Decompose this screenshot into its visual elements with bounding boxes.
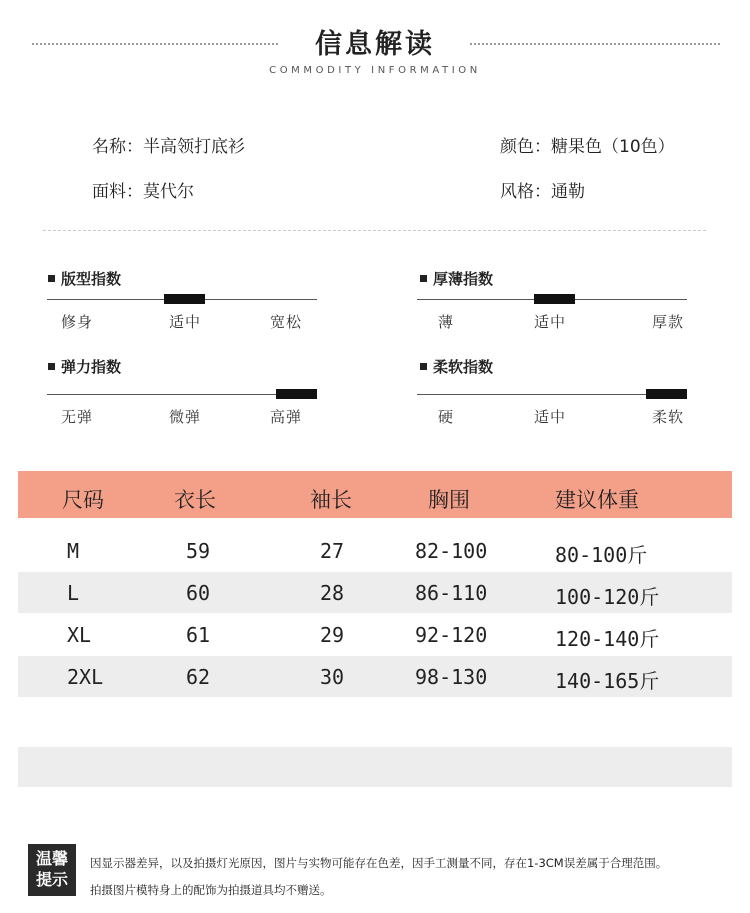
tip-text: 因显示器差异，以及拍摄灯光原因，图片与实物可能存在色差，因手工测量不同，存在1-3CM误差属于合理范围。 <box>90 856 668 870</box>
cell-chest: 92-120 <box>415 623 488 647</box>
index-fit-option: 适中 <box>169 313 202 331</box>
info-name <box>92 132 245 157</box>
col-header-size: 尺码 <box>62 488 104 512</box>
tip-text: 拍摄图片模特身上的配饰为拍摄道具均不赠送。 <box>90 883 332 897</box>
info-fabric-value: 莫代尔 <box>143 182 194 202</box>
cell-length: 60 <box>186 581 211 605</box>
index-thickness-option: 适中 <box>534 313 567 331</box>
cell-size: 2XL <box>67 665 104 689</box>
col-header-weight: 建议体重 <box>555 488 639 512</box>
cell-sleeve: 30 <box>320 665 345 689</box>
index-stretch-title: 弹力指数 <box>48 356 121 377</box>
col-header-chest: 胸围 <box>428 488 470 512</box>
index-thickness-marker <box>534 294 575 304</box>
cell-sleeve: 28 <box>320 581 345 605</box>
index-fit-option: 修身 <box>61 313 94 331</box>
index-stretch-option: 微弹 <box>169 408 202 426</box>
cell-size: L <box>67 581 80 605</box>
info-color-label: 颜色 ： <box>500 137 551 157</box>
info-style-value: 通勒 <box>551 182 585 202</box>
cell-sleeve: 29 <box>320 623 345 647</box>
info-name-label: 名称 ： <box>92 137 143 157</box>
bullet-square-icon <box>420 363 427 370</box>
info-color <box>500 132 675 157</box>
cell-weight: 80-100斤 <box>555 543 648 567</box>
bullet-square-icon <box>420 275 427 282</box>
index-thickness-title: 厚薄指数 <box>420 268 493 289</box>
tip-badge-line: 温馨 <box>35 849 68 868</box>
col-header-length: 衣长 <box>174 488 216 512</box>
tip-badge <box>28 844 76 896</box>
index-softness-marker <box>646 389 687 399</box>
info-style-label: 风格 ： <box>500 182 551 202</box>
info-name-value: 半高领打底衫 <box>143 137 245 157</box>
cell-length: 62 <box>186 665 211 689</box>
bullet-square-icon <box>48 275 55 282</box>
cell-sleeve: 27 <box>320 539 345 563</box>
cell-weight: 140-165斤 <box>555 669 660 693</box>
cell-size: XL <box>67 623 92 647</box>
index-fit-option: 宽松 <box>270 313 303 331</box>
col-header-sleeve: 袖长 <box>310 488 352 512</box>
section-title: 信息解读 <box>315 29 435 60</box>
index-thickness-option: 厚款 <box>652 313 685 331</box>
cell-chest: 98-130 <box>415 665 488 689</box>
index-stretch-option: 无弹 <box>61 408 94 426</box>
index-softness-option: 柔软 <box>652 408 685 426</box>
index-stretch-option: 高弹 <box>270 408 303 426</box>
empty-row <box>18 747 732 787</box>
cell-chest: 86-110 <box>415 581 488 605</box>
index-softness-title: 柔软指数 <box>420 356 493 377</box>
index-thickness-option: 薄 <box>438 313 455 331</box>
index-stretch-marker <box>276 389 317 399</box>
cell-length: 61 <box>186 623 211 647</box>
cell-weight: 120-140斤 <box>555 627 660 651</box>
header-divider-right <box>470 43 720 45</box>
info-color-value: 糖果色（10色） <box>551 137 675 157</box>
index-softness-option: 硬 <box>438 408 455 426</box>
info-fabric <box>92 177 194 202</box>
section-subtitle: COMMODITY INFORMATION <box>269 65 481 76</box>
cell-size: M <box>67 539 80 563</box>
index-fit-title: 版型指数 <box>48 268 121 289</box>
info-style <box>500 177 585 202</box>
index-fit-marker <box>164 294 205 304</box>
bullet-square-icon <box>48 363 55 370</box>
cell-weight: 100-120斤 <box>555 585 660 609</box>
index-softness-option: 适中 <box>534 408 567 426</box>
info-divider <box>43 230 706 231</box>
cell-chest: 82-100 <box>415 539 488 563</box>
tip-badge-line: 提示 <box>35 870 68 889</box>
info-fabric-label: 面料 ： <box>92 182 143 202</box>
cell-length: 59 <box>186 539 211 563</box>
